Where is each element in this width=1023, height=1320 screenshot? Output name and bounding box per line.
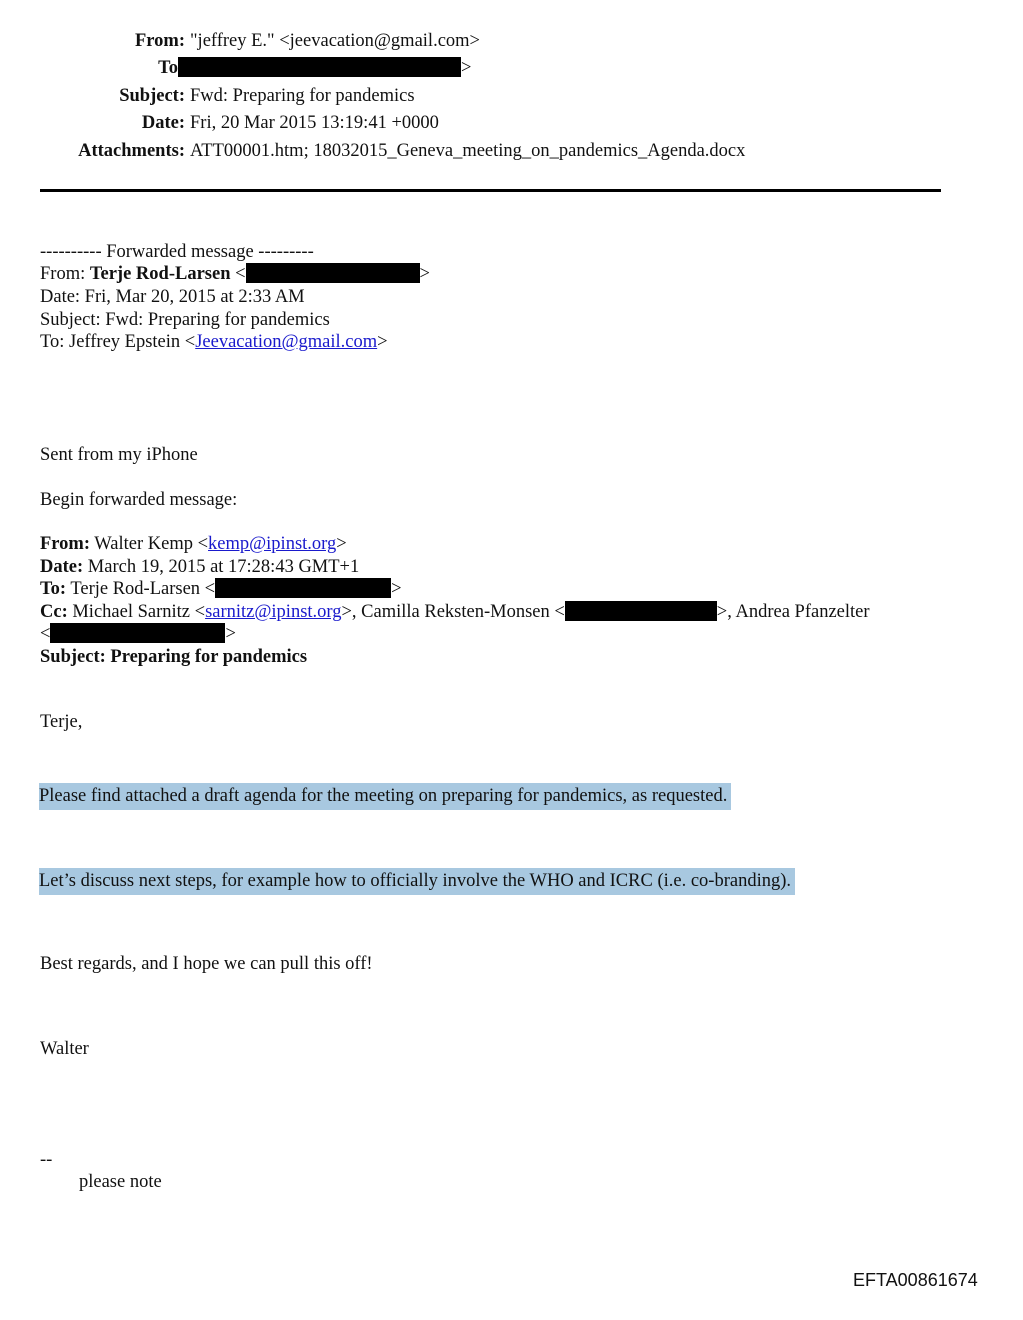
- fwd2-date-line: Date: March 19, 2015 at 17:28:43 GMT+1: [40, 557, 360, 577]
- subject-value: Fwd: Preparing for pandemics: [190, 86, 415, 106]
- highlighted-paragraph-2: Let’s discuss next steps, for example how to officially involve the WHO and ICRC (i.e. co-branding).: [39, 868, 795, 895]
- fwd1-from-name: Terje Rod-Larsen: [89, 264, 231, 284]
- redaction-block: [565, 601, 717, 621]
- fwd1-subject-line: Subject: Fwd: Preparing for pandemics: [40, 310, 330, 330]
- header-divider: [40, 189, 941, 192]
- signature-separator: --: [40, 1150, 53, 1170]
- attachments-value[interactable]: ATT00001.htm; 18032015_Geneva_meeting_on_pandemics_Agenda.docx: [190, 141, 746, 161]
- fwd1-to-line: To: Jeffrey Epstein <Jeevacation@gmail.com>: [40, 332, 388, 352]
- begin-forwarded-line: Begin forwarded message:: [40, 490, 238, 510]
- from-label: From:: [135, 31, 185, 51]
- subject-label: Subject:: [119, 86, 185, 106]
- fwd2-subject-line: Subject: Preparing for pandemics: [40, 647, 308, 667]
- from-value: "jeffrey E." <jeevacation@gmail.com>: [190, 31, 480, 51]
- signature-name: Walter: [40, 1039, 89, 1059]
- fwd2-cc-email-link[interactable]: sarnitz@ipinst.org: [205, 602, 342, 622]
- closing-paragraph: Best regards, and I hope we can pull this off!: [40, 954, 373, 974]
- redaction-block: [215, 578, 391, 598]
- fwd2-from-line: From: Walter Kemp <kemp@ipinst.org>: [40, 534, 347, 554]
- sent-from-line: Sent from my iPhone: [40, 445, 198, 465]
- redaction-block: [246, 263, 420, 283]
- attachments-label: Attachments:: [78, 141, 185, 161]
- redaction-block: [178, 57, 461, 77]
- redaction-block: [50, 623, 225, 643]
- fwd1-from-line: From: Terje Rod-Larsen < >: [40, 264, 430, 284]
- fwd2-cc-line-2: < >: [40, 624, 236, 644]
- highlighted-paragraph-1: Please find attached a draft agenda for the meeting on preparing for pandemics, as requested.: [39, 783, 731, 810]
- to-value: >: [178, 57, 471, 79]
- forwarded-banner: ---------- Forwarded message ---------: [40, 242, 314, 262]
- salutation: Terje,: [40, 712, 83, 732]
- fwd2-to-line: To: Terje Rod-Larsen < >: [40, 579, 402, 599]
- date-value: Fri, 20 Mar 2015 13:19:41 +0000: [190, 113, 439, 133]
- fwd2-cc-line: Cc: Michael Sarnitz <sarnitz@ipinst.org>, Camilla Reksten-Monsen < >, Andrea Pfanzelter: [40, 602, 870, 622]
- to-label: To: [158, 58, 178, 78]
- document-id: EFTA00861674: [853, 1270, 978, 1290]
- date-label: Date:: [141, 113, 185, 133]
- fwd2-from-email-link[interactable]: kemp@ipinst.org: [208, 534, 337, 554]
- signature-note: please note: [79, 1172, 162, 1192]
- fwd1-to-email-link[interactable]: Jeevacation@gmail.com: [195, 332, 378, 352]
- fwd1-date-line: Date: Fri, Mar 20, 2015 at 2:33 AM: [40, 287, 305, 307]
